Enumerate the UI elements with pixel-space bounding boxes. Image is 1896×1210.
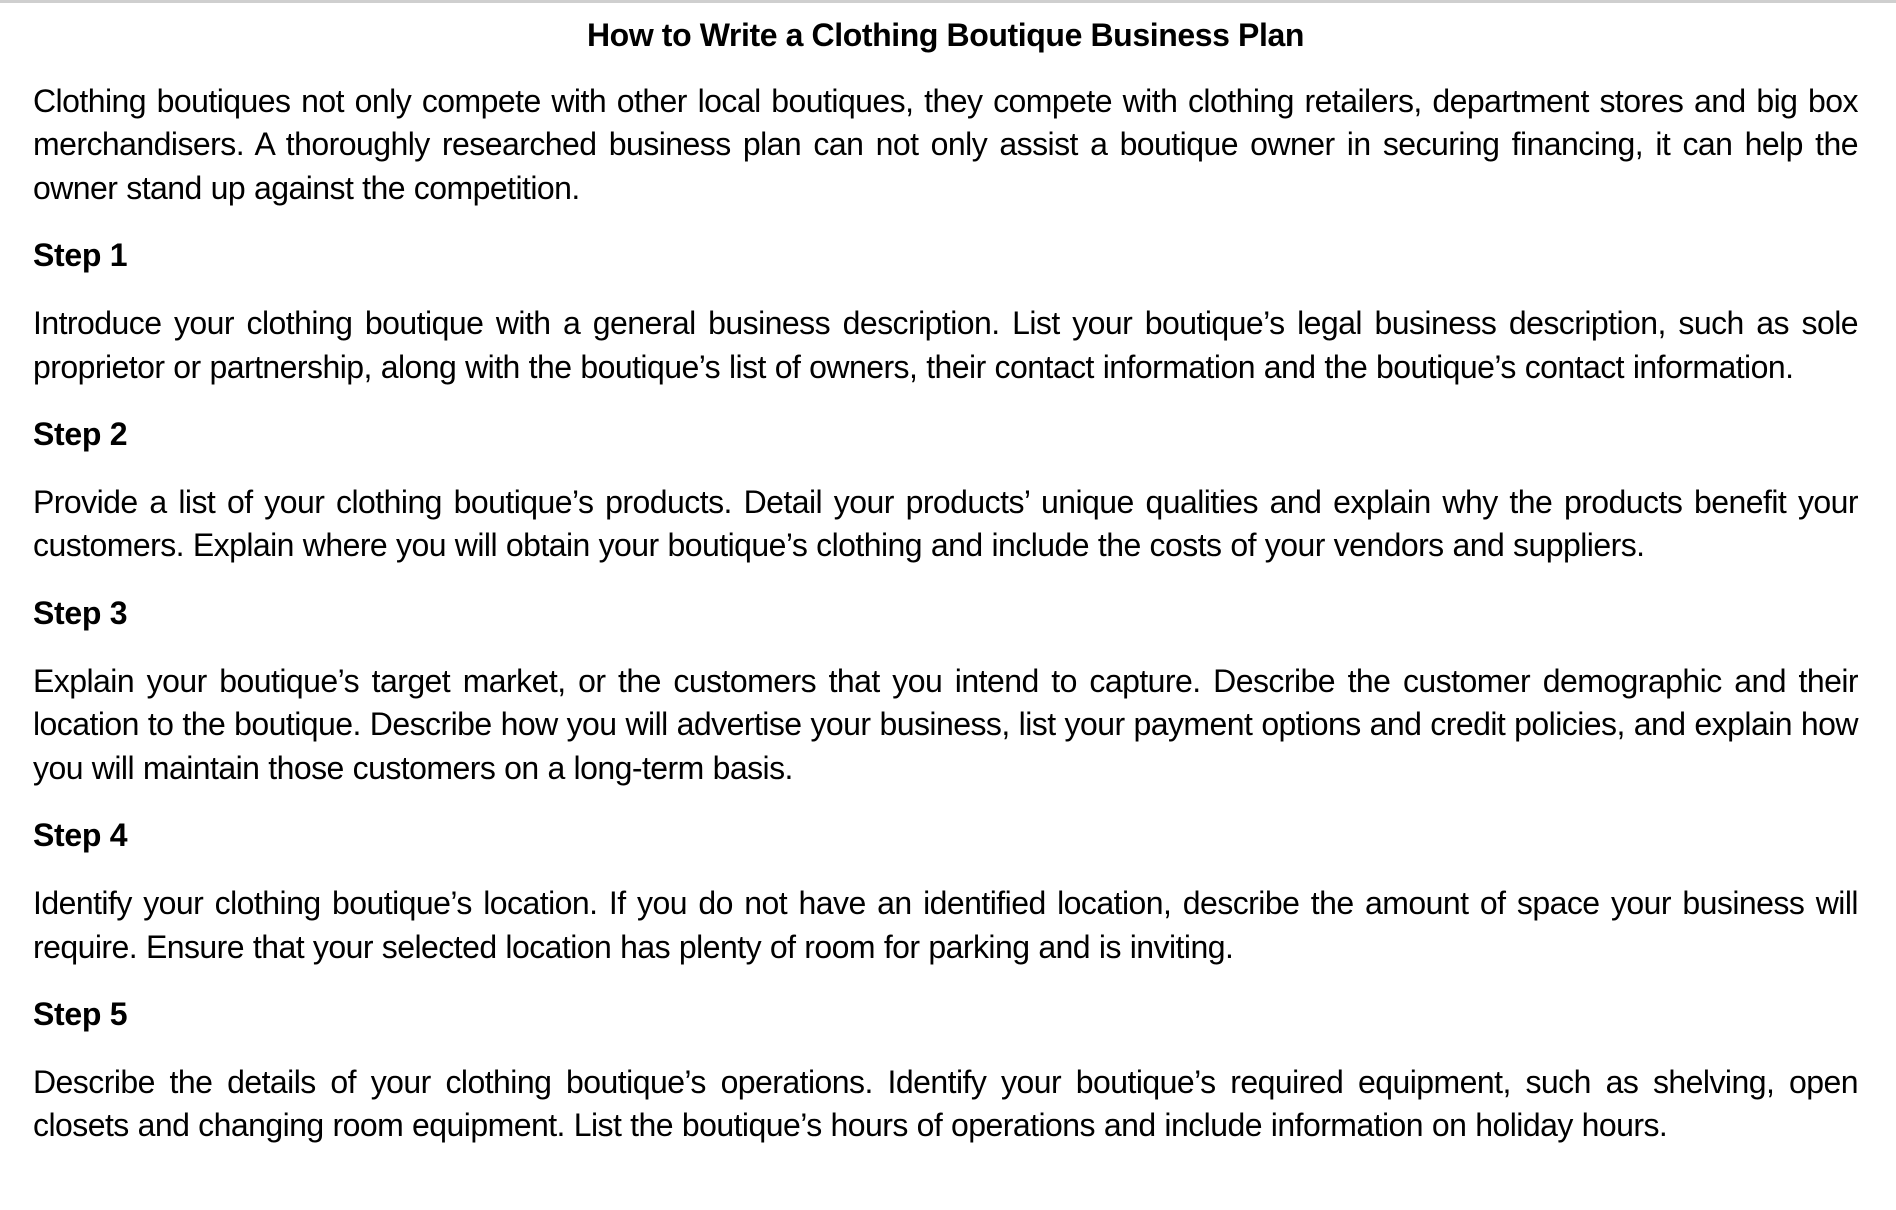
document-title: How to Write a Clothing Boutique Business Plan bbox=[586, 17, 1305, 53]
step-1-section bbox=[33, 234, 1858, 389]
step-5-paragraph: Describe the details of your clothing boutique’s operations. Identify your boutique’s required equipment, such as shelving, open closets and changing room equipment. List the boutique’s hours of operations and include information on holiday hours. bbox=[33, 1063, 1858, 1144]
step-4-section bbox=[33, 814, 1858, 969]
step-4-paragraph: Identify your clothing boutique’s location. If you do not have an identified location, describe the amount of space your business will require. Ensure that your selected location has plenty of room for parking and is inviting. bbox=[33, 884, 1858, 965]
step-2-paragraph: Provide a list of your clothing boutique’s products. Detail your products’ unique qualities and explain why the products benefit your customers. Explain where you will obtain your boutique’s clothing and include the costs of your vendors and suppliers. bbox=[33, 483, 1858, 564]
intro-paragraph: Clothing boutiques not only compete with other local boutiques, they compete with clothing retailers, department stores and big box merchandisers. A thoroughly researched business plan can not only assist a boutique owner in securing financing, it can help the owner stand up against the competition. bbox=[33, 82, 1858, 206]
step-5-heading: Step 5 bbox=[33, 996, 128, 1033]
step-2-heading: Step 2 bbox=[33, 416, 128, 453]
top-divider bbox=[0, 0, 1896, 3]
step-2-section bbox=[33, 413, 1858, 568]
step-3-section bbox=[33, 592, 1858, 790]
document-body bbox=[33, 10, 1858, 1148]
step-3-heading: Step 3 bbox=[33, 594, 128, 631]
step-5-section bbox=[33, 993, 1858, 1148]
step-4-heading: Step 4 bbox=[33, 817, 128, 854]
step-3-paragraph: Explain your boutique’s target market, or the customers that you intend to capture. Describe the customer demographic and their location to the boutique. Describe how you will advertise your business, list your payment options and credit policies, and explain how you will maintain those customers on a long-term basis. bbox=[33, 662, 1858, 786]
step-1-paragraph: Introduce your clothing boutique with a general business description. List your boutique’s legal business description, such as sole proprietor or partnership, along with the boutique’s list of owners, their contact information and the boutique’s contact information. bbox=[33, 304, 1858, 385]
step-1-heading: Step 1 bbox=[33, 237, 128, 274]
